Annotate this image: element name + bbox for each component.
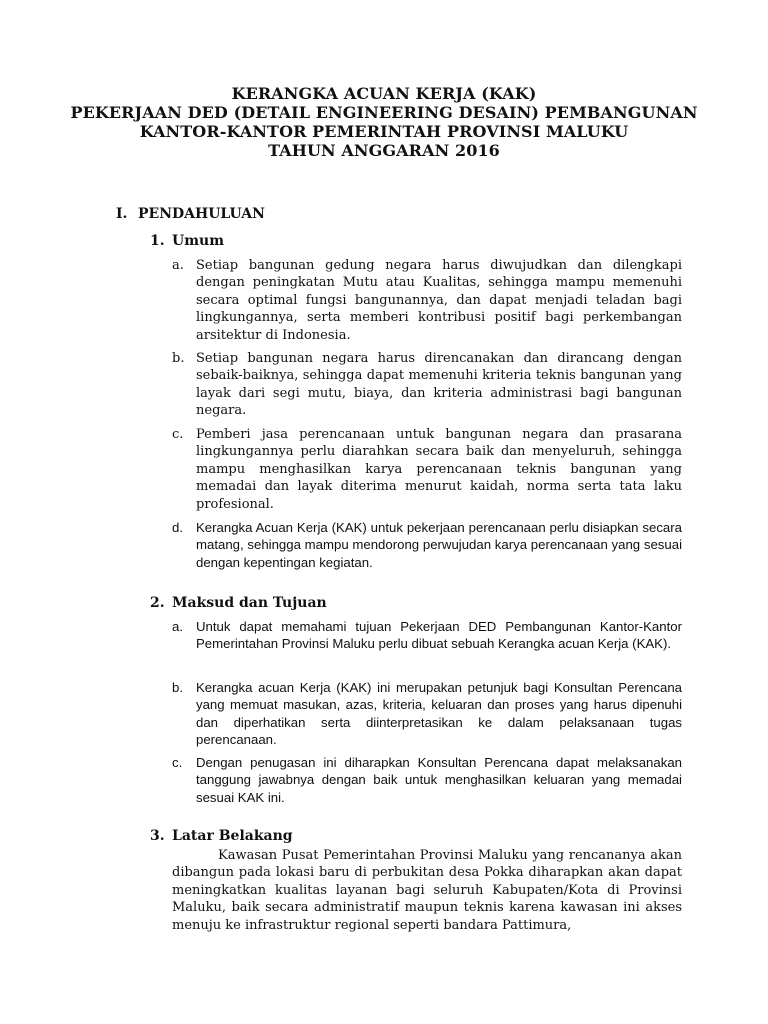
subsection-heading-umum [150, 233, 224, 249]
document-title [0, 84, 768, 160]
section-title: PENDAHULUAN [138, 206, 265, 222]
list-item-text: Setiap bangunan negara harus direncanakan dan dirancang dengan sebaik-baiknya, sehingga dapat memenuhi kriteria teknis bangunan yang layak dari segi mutu, biaya, dan kriteria administrasi bagi bangunan negara. [196, 351, 682, 419]
list-marker: b. [172, 351, 185, 366]
subsection-title: Maksud dan Tujuan [172, 595, 327, 611]
list-item [172, 754, 682, 806]
list-item [172, 618, 682, 653]
list-marker: c. [172, 427, 184, 442]
section-heading-pendahuluan [116, 206, 265, 222]
subsection-number: 1. [150, 233, 165, 249]
section-number: I. [116, 206, 128, 222]
subsection-title: Umum [172, 233, 225, 249]
title-line-2: PEKERJAAN DED (DETAIL ENGINEERING DESAIN) PEMBANGUNAN [70, 103, 698, 122]
body-paragraph: Kawasan Pusat Pemerintahan Provinsi Maluku yang rencananya akan dibangun pada lokasi baru di perbukitan desa Pokka diharapkan akan dapat meningkatkan kualitas layanan bagi seluruh Kabupaten/Kota di Provinsi Maluku, baik secara administratif maupun teknis karena kawasan ini akses menuju ke infrastruktur regional seperti bandara Pattimura, [172, 848, 682, 933]
list-marker: a. [172, 619, 183, 634]
title-line-3: KANTOR-KANTOR PEMERINTAH PROVINSI MALUKU [139, 122, 629, 141]
title-line-4: TAHUN ANGGARAN 2016 [268, 141, 500, 160]
list-item [172, 257, 682, 344]
subsection-heading-maksud-dan-tujuan [150, 595, 327, 611]
subsection-number: 2. [150, 595, 165, 611]
list-marker: b. [172, 680, 183, 695]
list-item [172, 519, 682, 571]
subsection-title: Latar Belakang [172, 828, 293, 844]
list-item [172, 426, 682, 513]
list-item [172, 350, 682, 420]
title-line-1: KERANGKA ACUAN KERJA (KAK) [231, 84, 537, 103]
list-item-text: Kerangka Acuan Kerja (KAK) untuk pekerjaan perencanaan perlu disiapkan secara matang, sehingga mampu mendorong perwujudan karya perencanaan yang sesuai dengan kepentingan kegiatan. [196, 520, 682, 570]
subsection-number: 3. [150, 828, 165, 844]
list-item-text: Setiap bangunan gedung negara harus diwujudkan dan dilengkapi dengan peningkatan Mutu atau Kualitas, sehingga mampu memenuhi secara optimal fungsi bangunannya, dan dapat menjadi teladan bagi lingkungannya, serta memberi kontribusi positif bagi perkembangan arsitektur di Indonesia. [196, 258, 682, 343]
list-item [172, 679, 682, 749]
list-item-text: Kerangka acuan Kerja (KAK) ini merupakan petunjuk bagi Konsultan Perencana yang memuat masukan, azas, kriteria, keluaran dan proses yang harus dipenuhi dan diperhatikan serta diinterpretasikan ke dalam pelaksanaan tugas perencanaan. [196, 680, 682, 748]
subsection-heading-latar-belakang [150, 828, 293, 844]
list-item-text: Untuk dapat memahami tujuan Pekerjaan DED Pembangunan Kantor-Kantor Pemerintahan Provinsi Maluku perlu dibuat sebuah Kerangka acuan Kerja (KAK). [196, 619, 682, 652]
list-marker: a. [172, 258, 184, 273]
list-marker: c. [172, 755, 183, 770]
list-item-text: Dengan penugasan ini diharapkan Konsultan Perencana dapat melaksanakan tanggung jawabnya dengan baik untuk menghasilkan keluaran yang memadai sesuai KAK ini. [196, 755, 682, 805]
list-marker: d. [172, 520, 183, 535]
list-item-text: Pemberi jasa perencanaan untuk bangunan negara dan prasarana lingkungannya perlu diarahkan secara baik dan menyeluruh, sehingga mampu menghasilkan karya perencanaan teknis bangunan yang memadai dan layak diterima menurut kaidah, norma serta tata laku profesional. [196, 427, 682, 512]
